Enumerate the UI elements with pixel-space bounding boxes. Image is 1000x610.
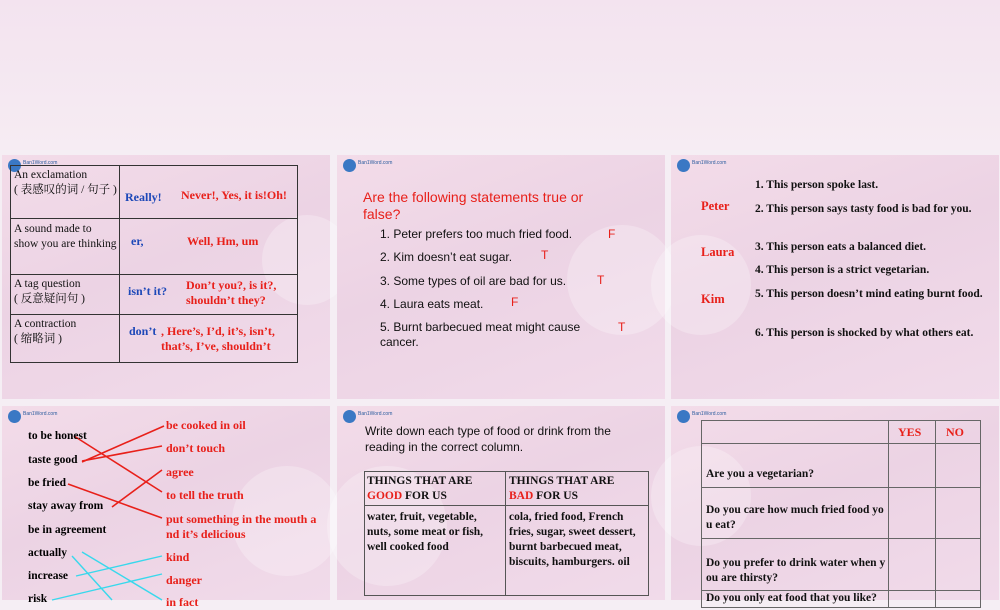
statement: 3. This person eats a balanced diet.: [755, 241, 927, 253]
slide-2-true-false[interactable]: [337, 155, 665, 399]
row-sublabel: ( 缩略词 ): [14, 333, 62, 345]
left-phrase: stay away from: [28, 500, 104, 512]
statement: 5. This person doesn’t mind eating burnt food.: [755, 288, 983, 300]
row-sublabel: ( 表感叹的词 / 句子 ): [14, 184, 117, 196]
food-table: [364, 471, 649, 596]
left-phrase: taste good: [28, 454, 78, 466]
logo-globe-icon: [677, 159, 690, 172]
right-phrase: don’t touch: [166, 441, 226, 455]
slide-5-food-columns[interactable]: [337, 406, 665, 600]
top-background-band: [0, 0, 1000, 150]
answer-mark: T: [597, 273, 605, 287]
instruction-text: Write down each type of food or drink from the reading in the correct column.: [365, 424, 611, 454]
right-phrase: agree: [166, 465, 194, 479]
red-answer: Well, Hm, um: [187, 234, 259, 248]
slide-3-match-people[interactable]: [671, 155, 999, 399]
statement: 1. This person spoke last.: [755, 179, 879, 191]
row-label: A sound made to show you are thinking: [14, 223, 117, 250]
right-phrase: kind: [166, 550, 190, 564]
logo-globe-icon: [343, 159, 356, 172]
no-header: NO: [946, 425, 964, 439]
site-logo: Ban1Word.com: [677, 410, 725, 424]
red-answer: Never!, Yes, it is!Oh!: [181, 188, 287, 202]
site-logo: Ban1Word.com: [8, 410, 56, 424]
left-phrase: actually: [28, 547, 67, 559]
name-kim: Kim: [701, 292, 725, 306]
answer-mark: T: [541, 248, 549, 262]
survey-question: Do you prefer to drink water when you are thirsty?: [706, 557, 886, 584]
row-sublabel: ( 反意疑问句 ): [14, 293, 85, 305]
statement: 6. This person is shocked by what others eat.: [755, 327, 974, 339]
survey-question: Do you only eat food that you like?: [706, 592, 877, 604]
left-phrase: to be honest: [28, 430, 87, 442]
language-table: [10, 165, 298, 363]
site-logo: Ban1Word.com: [677, 159, 725, 173]
name-laura: Laura: [701, 245, 735, 259]
left-phrase: be in agreement: [28, 524, 107, 536]
answer-mark: F: [511, 295, 519, 309]
row-label: A contraction: [14, 318, 77, 330]
answer-mark: T: [618, 320, 626, 334]
statement: 5. Burnt barbecued meat might cause cancer.: [380, 320, 581, 349]
blue-answer: isn’t it?: [128, 284, 167, 298]
good-items: water, fruit, vegetable, nuts, some meat or fish, well cooked food: [367, 511, 484, 553]
slide-4-matching-phrases[interactable]: [2, 406, 330, 609]
left-phrase: risk: [28, 593, 48, 605]
bad-items: cola, fried food, French fries, sugar, sweet dessert, burnt barbecued meat, biscuits, hamburgers. oil: [509, 511, 636, 568]
blue-answer: er,: [131, 234, 144, 248]
row-label: A tag question: [14, 278, 81, 290]
statement: 4. This person is a strict vegetarian.: [755, 264, 930, 276]
good-header: THINGS THAT ARE GOOD FOR US: [367, 475, 473, 502]
slide-1-language-features[interactable]: [2, 155, 330, 399]
red-answer: Don’t you?, is it?, shouldn’t they?: [186, 278, 277, 307]
red-answer: , Here’s, I’d, it’s, isn’t, that’s, I’ve, shouldn’t: [161, 324, 275, 353]
statement: 3. Some types of oil are bad for us.: [380, 274, 567, 288]
statement: 2. This person says tasty food is bad for you.: [755, 203, 972, 215]
answer-mark: F: [608, 227, 616, 241]
right-phrase: in fact: [166, 595, 199, 609]
bad-header: THINGS THAT ARE BAD FOR US: [509, 475, 615, 502]
row-label: An exclamation: [14, 169, 88, 181]
right-phrase: put something in the mouth and it’s delicious: [166, 512, 317, 541]
slide-title: Are the following statements true or false?: [363, 189, 584, 222]
survey-question: Do you care how much fried food you eat?: [706, 504, 884, 531]
blue-answer: don’t: [129, 324, 157, 338]
site-logo: Ban1Word.com: [343, 159, 391, 173]
right-phrase: to tell the truth: [166, 488, 244, 502]
name-peter: Peter: [701, 199, 730, 213]
slide-6-survey[interactable]: [671, 406, 999, 604]
yes-header: YES: [898, 425, 922, 439]
survey-question: Are you a vegetarian?: [706, 468, 815, 480]
survey-table: [701, 420, 981, 608]
statement: 1. Peter prefers too much fried food.: [380, 227, 573, 241]
left-phrase: increase: [28, 570, 69, 582]
statement: 4. Laura eats meat.: [380, 297, 484, 311]
statement: 2. Kim doesn’t eat sugar.: [380, 250, 513, 264]
right-phrase: be cooked in oil: [166, 418, 246, 432]
site-logo: Ban1Word.com: [8, 159, 56, 173]
left-phrase: be fried: [28, 477, 67, 489]
site-logo: Ban1Word.com: [343, 410, 391, 424]
blue-answer: Really!: [125, 190, 162, 204]
logo-globe-icon: [677, 410, 690, 423]
logo-globe-icon: [343, 410, 356, 423]
right-phrase: danger: [166, 573, 202, 587]
